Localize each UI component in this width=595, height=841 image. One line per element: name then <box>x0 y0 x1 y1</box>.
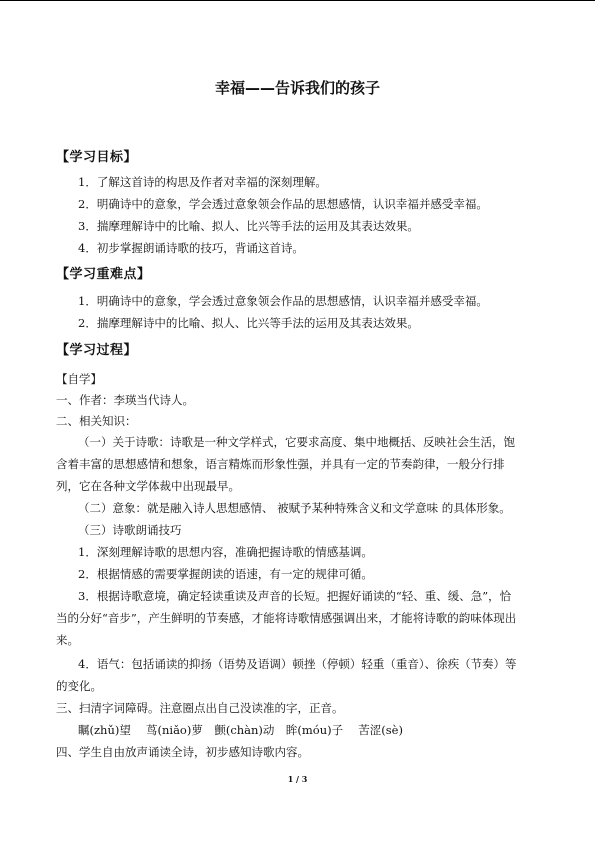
page-title: 幸福——告诉我们的孩子 <box>214 79 380 97</box>
poem-definition-line: （一）关于诗歌：诗歌是一种文学样式，它要求高度、集中地概括、反映社会生活，饱 <box>78 435 515 449</box>
key-points-heading: 【学习重难点】 <box>56 267 151 282</box>
recitation-tip: 2．根据情感的需要掌握朗读的语速，有一定的规律可循。 <box>78 567 373 581</box>
objective-item: 2．明确诗中的意象，学会透过意象领会作品的思想感情，认识幸福并感受幸福。 <box>78 197 488 211</box>
imagery-line: （二）意象：就是融入诗人思想感情、 被赋予某种特殊含义和文学意味 的具体形象。 <box>78 501 511 515</box>
recitation-heading: （三）诗歌朗诵技巧 <box>78 523 182 537</box>
recitation-tip: 4．语气：包括诵读的抑扬（语势及语调）顿挫（停顿）轻重（重音）、徐疾（节奏）等 <box>78 657 517 671</box>
recitation-tip: 当的分好“音步”，产生鲜明的节奏感，才能将诗歌情感强调出来，才能将诗歌的韵味体现出 <box>56 611 517 625</box>
poem-definition-line: 列，它在各种文学体裁中出现最早。 <box>56 479 240 493</box>
recitation-tip: 1．深刻理解诗歌的思想内容，准确把握诗歌的情感基调。 <box>78 545 373 559</box>
key-point-item: 1．明确诗中的意象，学会透过意象领会作品的思想感情，认识幸福并感受幸福。 <box>78 294 488 308</box>
vocabulary-line: 瞩(zhǔ)望 茑(niǎo)萝 颤(chàn)动 眸(móu)子 苦涩(sè) <box>78 723 403 737</box>
self-study-label: 【自学】 <box>56 372 102 386</box>
top-border <box>0 0 595 1</box>
recitation-tip: 的变化。 <box>56 679 102 693</box>
page-number: 1 / 3 <box>287 774 308 784</box>
objectives-heading: 【学习目标】 <box>56 150 138 165</box>
recitation-tip: 来。 <box>56 633 79 647</box>
objective-item: 4．初步掌握朗诵诗歌的技巧，背诵这首诗。 <box>78 241 304 255</box>
process-heading: 【学习过程】 <box>56 343 138 358</box>
knowledge-heading: 二、相关知识： <box>56 414 137 428</box>
section-three: 三、扫清字词障碍。注意圈点出自己没读准的字，正音。 <box>56 701 344 715</box>
section-four: 四、学生自由放声诵读全诗，初步感知诗歌内容。 <box>56 745 309 759</box>
key-point-item: 2．揣摩理解诗中的比喻、拟人、比兴等手法的运用及其表达效果。 <box>78 316 419 330</box>
recitation-tip: 3．根据诗歌意境，确定轻读重读及声音的长短。把握好诵读的“轻、重、缓、急”，恰 <box>78 589 512 603</box>
author-line: 一、作者：李瑛当代诗人。 <box>56 393 194 407</box>
objective-item: 3．揣摩理解诗中的比喻、拟人、比兴等手法的运用及其表达效果。 <box>78 219 419 233</box>
objective-item: 1．了解这首诗的构思及作者对幸福的深刻理解。 <box>78 175 327 189</box>
poem-definition-line: 含着丰富的思想感情和想象，语言精炼而形象性强，并具有一定的节奏韵律，一般分行排 <box>56 457 505 471</box>
